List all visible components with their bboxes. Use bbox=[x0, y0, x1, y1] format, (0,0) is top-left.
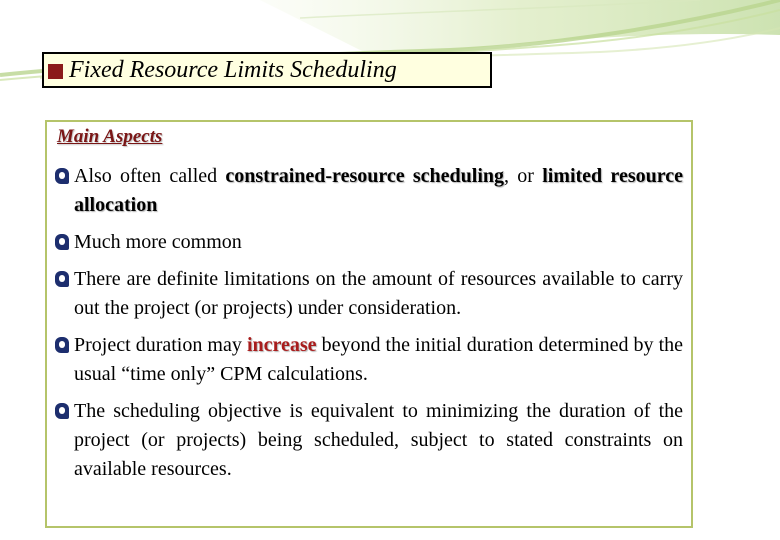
square-bullet-icon bbox=[48, 64, 63, 79]
bold-term: constrained-resource scheduling bbox=[225, 165, 505, 187]
bullet-item: There are definite limitations on the amount of resources available to carry out the project (or projects) under consideration. bbox=[55, 265, 683, 323]
q-bullet-icon bbox=[55, 271, 69, 287]
q-bullet-icon bbox=[55, 337, 69, 353]
highlight-term: increase bbox=[246, 334, 317, 356]
bullet-item: Project duration may increase beyond the initial duration determined by the usual “time only” CPM calculations. bbox=[55, 331, 683, 389]
q-bullet-icon bbox=[55, 168, 69, 184]
q-bullet-icon bbox=[55, 403, 69, 419]
content-panel bbox=[45, 120, 693, 528]
bold-term: limited resource allocation bbox=[74, 165, 683, 216]
bullet-item: The scheduling objective is equivalent to minimizing the duration of the project (or projects) being scheduled, subject to stated constraints on available resources. bbox=[55, 397, 683, 484]
slide-title-text: Fixed Resource Limits Scheduling bbox=[69, 57, 397, 83]
bullet-list bbox=[55, 162, 683, 492]
section-heading: Main Aspects bbox=[57, 126, 163, 147]
bullet-item: Also often called constrained-resource scheduling, or limited resource allocation bbox=[55, 162, 683, 220]
q-bullet-icon bbox=[55, 234, 69, 250]
bullet-item: Much more common bbox=[55, 228, 683, 257]
slide-title bbox=[42, 52, 492, 88]
